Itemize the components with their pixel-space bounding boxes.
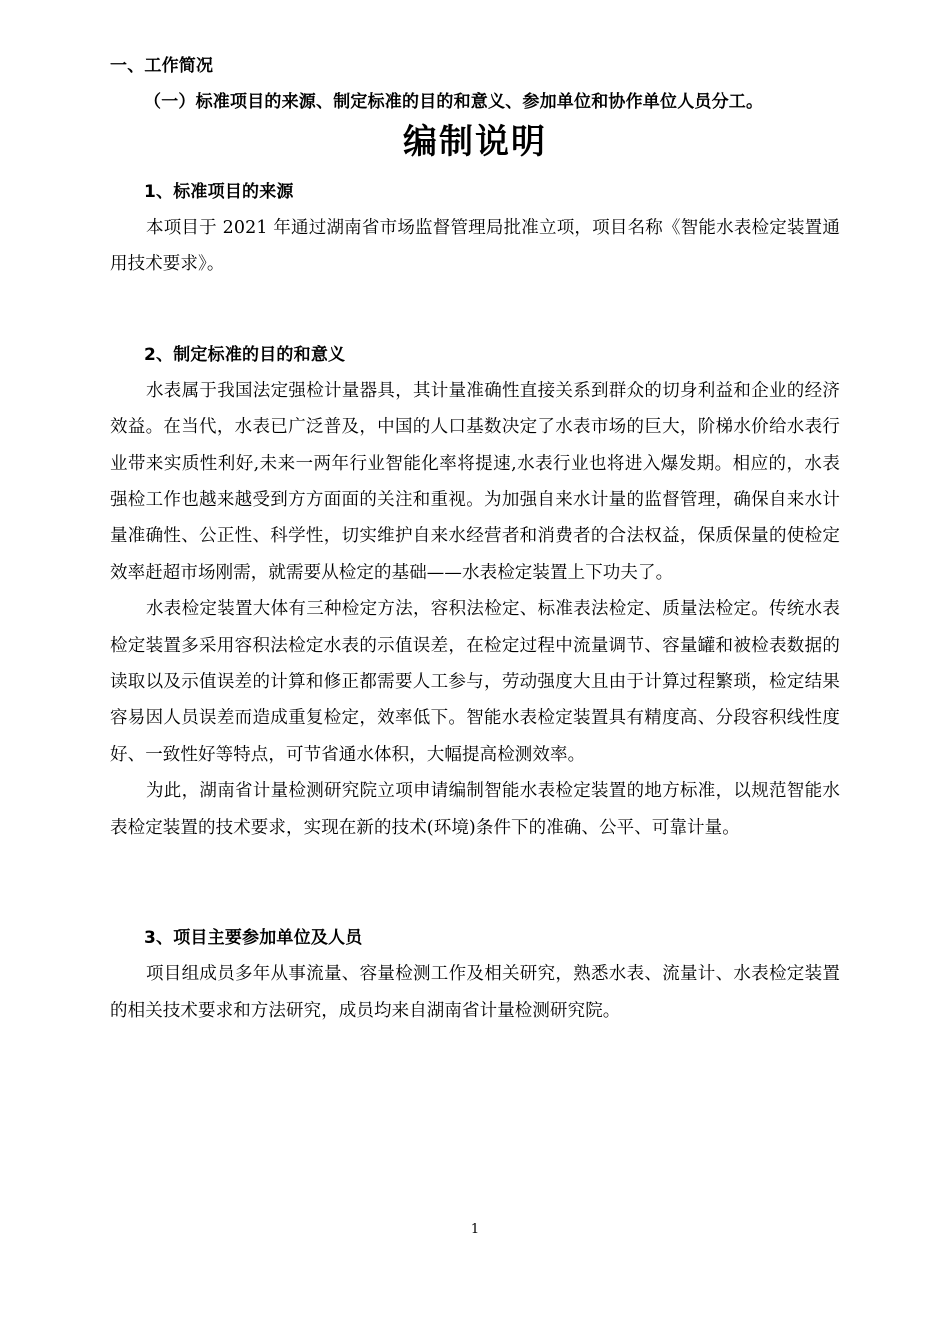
page-title: 编制说明 (403, 122, 547, 162)
document-body (110, 0, 840, 1029)
spacer (110, 846, 840, 890)
paragraph-purpose-2: 水表检定装置大体有三种检定方法，容积法检定、标准表法检定、质量法检定。传统水表检定装置多采用容积法检定水表的示值误差，在检定过程中流量调节、容量罐和被检表数据的读取以及示值误差的计算和修正都需要人工参与，劳动强度大且由于计算过程繁琐，检定结果容易因人员误差而造成重复检定，效率低下。智能水表检定装置具有精度高、分段容积线性度好、一致性好等特点，可节省通水体积，大幅提高检测效率。 (110, 599, 840, 765)
page-number-footer: 1 (470, 1222, 480, 1237)
heading-item-2-purpose: 2、制定标准的目的和意义 (144, 344, 346, 365)
spacer (110, 283, 840, 309)
heading-subsection-1: （一）标准项目的来源、制定标准的目的和意义、参加单位和协作单位人员分工。 (144, 92, 764, 112)
heading-item-1-source: 1、标准项目的来源 (144, 182, 294, 202)
heading-item-3-participants: 3、项目主要参加单位及人员 (144, 928, 363, 949)
paragraph-participants: 项目组成员多年从事流量、容量检测工作及相关研究，熟悉水表、流量计、水表检定装置的相关技术要求和方法研究，成员均来自湖南省计量检测研究院。 (110, 964, 840, 1021)
heading-work-overview: 一、工作简况 (110, 56, 214, 76)
paragraph-source: 本项目于 2021 年通过湖南省市场监督管理局批准立项，项目名称《智能水表检定装置通用技术要求》。 (110, 218, 840, 275)
paragraph-purpose-1: 水表属于我国法定强检计量器具，其计量准确性直接关系到群众的切身利益和企业的经济效益。在当代，水表已广泛普及，中国的人口基数决定了水表市场的巨大，阶梯水价给水表行业带来实质性利好,未来一两年行业智能化率将提速,水表行业也将进入爆发期。相应的，水表强检工作也越来越受到方方面面的关注和重视。为加强自来水计量的监督管理，确保自来水计量准确性、公正性、科学性，切实维护自来水经营者和消费者的合法权益，保质保量的使检定效率赶超市场刚需，就需要从检定的基础——水表检定装置上下功夫了。 (110, 380, 840, 583)
paragraph-purpose-3: 为此，湖南省计量检测研究院立项申请编制智能水表检定装置的地方标准，以规范智能水表检定装置的技术要求，实现在新的技术(环境)条件下的准确、公平、可靠计量。 (110, 781, 840, 838)
spacer (110, 120, 840, 146)
